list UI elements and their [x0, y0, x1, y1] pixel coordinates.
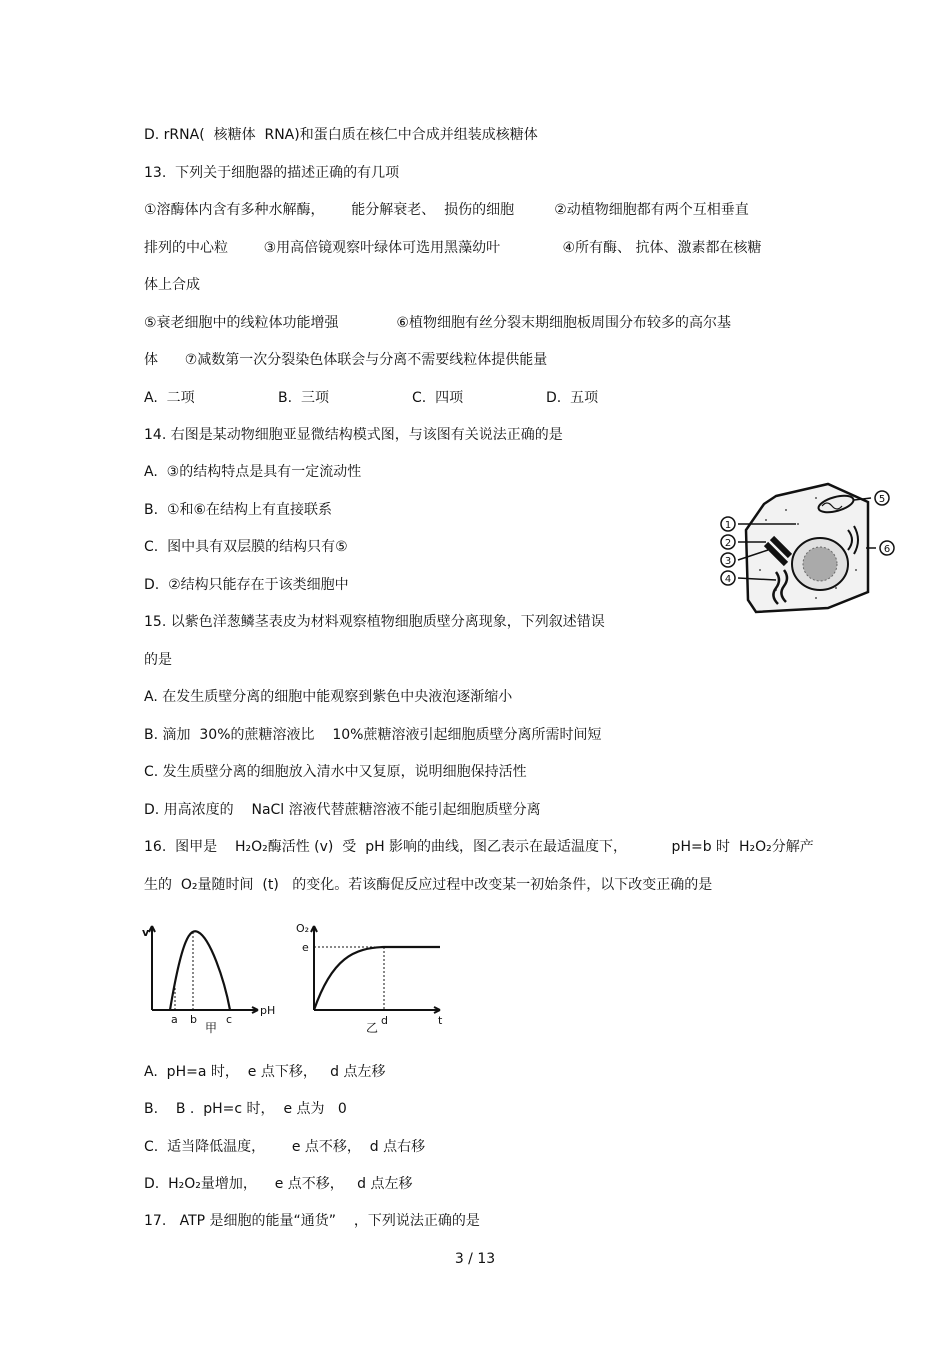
jia-x-label: pH [260, 1004, 276, 1017]
q15-stem-2: 的是 [144, 652, 172, 668]
q15-option-b: B. 滴加 30%的蔗糖溶液比 10%蔗糖溶液引起细胞质壁分离所需时间短 [144, 727, 602, 743]
q16-stem-2: 生的 O₂量随时间 (t) 的变化。若该酶促反应过程中改变某一初始条件，以下改变正确的是 [144, 877, 713, 893]
q15-option-d: D. 用高浓度的 NaCl 溶液代替蔗糖溶液不能引起细胞质壁分离 [144, 802, 541, 818]
cell-label-2: 2 [724, 538, 732, 549]
q13-line-5: 体 ⑦减数第一次分裂染色体联会与分离不需要线粒体提供能量 [144, 352, 548, 368]
q16-stem-1: 16. 图甲是 H₂O₂酶活性 (v) 受 pH 影响的曲线，图乙表示在最适温度下， pH=b 时 H₂O₂分解产 [144, 839, 814, 855]
q13-line-1: ①溶酶体内含有多种水解酶， 能分解衰老、 损伤的细胞 ②动植物细胞都有两个互相垂直 [144, 202, 749, 218]
q13-option-a: A. 二项 [144, 390, 195, 406]
graph-jia [140, 918, 285, 1036]
cell-label-5: 5 [878, 494, 886, 505]
q13-line-3: 体上合成 [144, 277, 200, 293]
jia-caption: 甲 [205, 1021, 218, 1035]
yi-e-label: e [302, 941, 309, 954]
q13-option-d: D. 五项 [546, 390, 599, 406]
cell-label-4: 4 [724, 574, 732, 585]
q13-option-b: B. 三项 [278, 390, 329, 406]
jia-y-label: v [142, 926, 150, 939]
cell-label-6: 6 [883, 544, 891, 555]
q13-stem: 13. 下列关于细胞器的描述正确的有几项 [144, 165, 400, 181]
jia-tick-b: b [190, 1013, 197, 1026]
q14-stem: 14. 右图是某动物细胞亚显微结构模式图，与该图有关说法正确的是 [144, 427, 563, 443]
q15-stem-1: 15. 以紫色洋葱鳞茎表皮为材料观察植物细胞质壁分离现象，下列叙述错误 [144, 614, 605, 630]
q12-option-d: D. rRNA( 核糖体 RNA)和蛋白质在核仁中合成并组装成核糖体 [144, 127, 538, 143]
q13-line-4: ⑤衰老细胞中的线粒体功能增强 ⑥植物细胞有丝分裂末期细胞板周围分布较多的高尔基 [144, 315, 731, 331]
q13-option-c: C. 四项 [412, 390, 464, 406]
q16-option-a: A. pH=a 时， e 点下移， d 点左移 [144, 1064, 386, 1080]
q16-option-b: B. B . pH=c 时， e 点为 0 [144, 1101, 347, 1117]
q13-line-2: 排列的中心粒 ③用高倍镜观察叶绿体可选用黑藻幼叶 ④所有酶、 抗体、激素都在核糖 [144, 240, 762, 256]
animal-cell-figure [716, 480, 900, 615]
yi-caption: 乙 [366, 1021, 379, 1035]
cell-label-1: 1 [724, 520, 732, 531]
q14-option-d: D. ②结构只能存在于该类细胞中 [144, 577, 349, 593]
q17-stem: 17. ATP 是细胞的能量“通货” ，下列说法正确的是 [144, 1213, 480, 1229]
q14-option-a: A. ③的结构特点是具有一定流动性 [144, 464, 362, 480]
q14-option-c: C. 图中具有双层膜的结构只有⑤ [144, 539, 348, 555]
page-number: 3 / 13 [454, 1251, 496, 1267]
cell-label-3: 3 [724, 556, 732, 567]
q16-option-d: D. H₂O₂量增加， e 点不移， d 点左移 [144, 1176, 413, 1192]
yi-x-label: t [438, 1014, 443, 1027]
yi-y-label: O₂ [296, 922, 310, 935]
yi-d-label: d [381, 1014, 388, 1027]
jia-tick-c: c [226, 1013, 233, 1026]
q15-option-c: C. 发生质壁分离的细胞放入清水中又复原，说明细胞保持活性 [144, 764, 527, 780]
q14-option-b: B. ①和⑥在结构上有直接联系 [144, 502, 333, 518]
q15-option-a: A. 在发生质壁分离的细胞中能观察到紫色中央液泡逐渐缩小 [144, 689, 513, 705]
jia-tick-a: a [171, 1013, 178, 1026]
graph-yi [292, 918, 452, 1036]
q16-option-c: C. 适当降低温度， e 点不移， d 点右移 [144, 1139, 426, 1155]
